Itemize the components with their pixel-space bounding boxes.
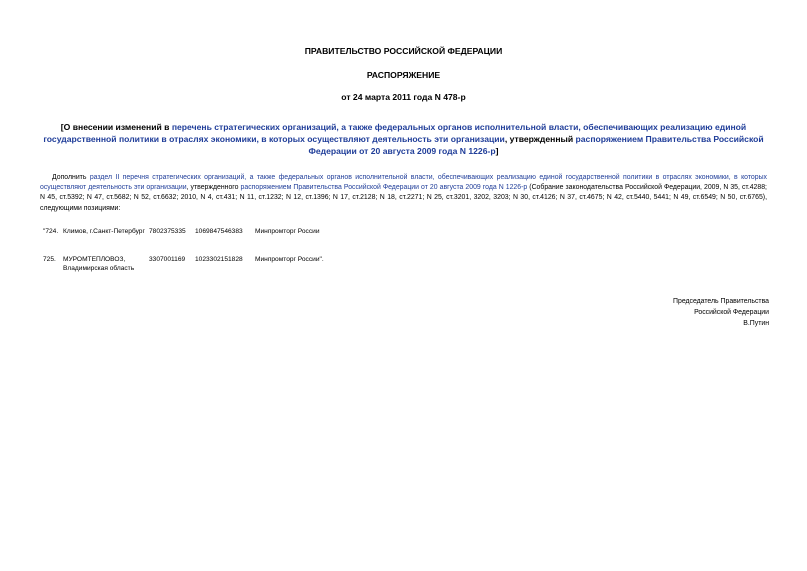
document-title <box>40 121 767 157</box>
body-text-1: Дополнить <box>52 174 90 181</box>
body-link-order[interactable]: распоряжением Правительства Российской Федерации от 20 августа 2009 года N 1226-р <box>240 184 528 192</box>
row-number: 725. <box>43 256 56 263</box>
signature-block <box>569 296 769 329</box>
body-text-2: , утвержденного <box>186 184 241 192</box>
authority-heading: ПРАВИТЕЛЬСТВО РОССИЙСКОЙ ФЕДЕРАЦИИ <box>304 46 503 56</box>
body-text-3: (Собрание законодательства Российской Федерации, 2009, N 35, ст.4288; N 45, ст.5392; N 47, ст.5682; N 52, ст.6632; 2010, N 4, ст.431; N 11, ст.1232; N 12, ст.1396; N 17, ст.2128; N 18, ст.2271; N 25, ст.3201, 3202, 3203; N 30, ст.4126; N 37, ст.4675; N 42, ст.5440, 5441; N 49, ст.6549; N 50, ст.6765), следующими позициями: <box>40 184 767 212</box>
title-open-text: [О внесении изменений в <box>60 122 172 132</box>
row-ministry: Минпромторг России <box>255 228 320 235</box>
body-paragraph <box>40 173 767 214</box>
date-number-heading: от 24 марта 2011 года N 478-р <box>341 92 466 102</box>
row-inn: 7802375335 <box>149 228 186 235</box>
signature-line-2: Российской Федерации <box>694 309 769 316</box>
body-link-section[interactable]: раздел II перечня стратегических организаций, а также федеральных органов исполнительной власти, обеспечивающих реализацию единой государственной политики в отраслях экономики, в которых осуществляют деятельность эти организации <box>40 174 767 192</box>
title-link-list[interactable]: перечень стратегических организаций, а также федеральных органов исполнительной власти, обеспечивающих реализацию единой государственной политики в отраслях экономики, в которых осуществляют деятельность эти организации <box>43 122 747 144</box>
signature-line-1: Председатель Правительства <box>673 298 769 305</box>
title-link-order[interactable]: распоряжением Правительства Российской Федерации от 20 августа 2009 года N 1226-р <box>308 134 764 156</box>
row-organization: МУРОМТЕПЛОВОЗ, Владимирская область <box>63 256 135 273</box>
row-inn: 3307001169 <box>149 256 186 263</box>
row-organization: Климов, г.Санкт-Петербург <box>63 228 145 235</box>
title-mid-text: , утвержденный <box>504 134 576 144</box>
row-ogrn: 1069847546383 <box>195 228 243 235</box>
signature-line-3: В.Путин <box>743 320 769 327</box>
row-ogrn: 1023302151828 <box>195 256 243 263</box>
title-close-text: ] <box>495 146 499 156</box>
row-ministry: Минпромторг России". <box>255 256 324 263</box>
row-number: "724. <box>43 228 59 235</box>
doc-type-heading: РАСПОРЯЖЕНИЕ <box>366 70 441 80</box>
